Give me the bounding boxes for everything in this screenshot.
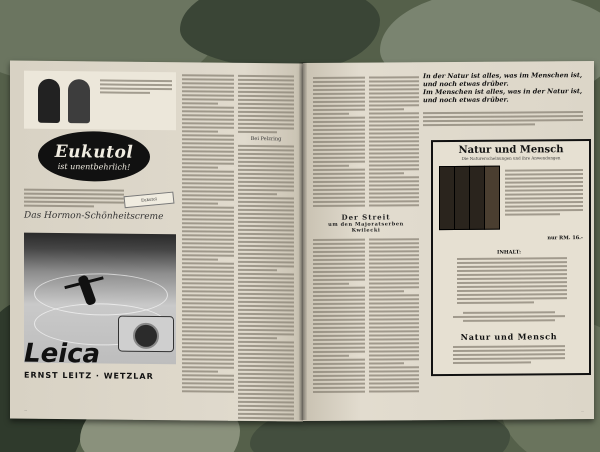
book-price: nur RM. 16.- [547,235,583,242]
text-column [182,74,234,395]
left-page [10,60,303,421]
photo-caption [100,79,172,96]
book-subtitle: Die Naturerscheinungen und ihre Anwendungen [461,155,561,161]
eukutol-tube: Eukutol [124,192,175,209]
open-magazine [10,62,594,420]
camo-patch [180,0,380,70]
article-heading [313,212,419,234]
book-description [505,169,583,218]
article-title: Der Streit [341,212,391,222]
contents-label: INHALT: [496,249,521,256]
text-column [369,238,419,394]
eukutol-photo [24,71,176,131]
text-column [369,76,419,208]
text-column [313,77,365,209]
advert-column [24,71,176,398]
right-page [303,61,594,421]
leica-logo: Leica [24,338,101,370]
order-publisher: Natur und Mensch [460,331,558,342]
page-folio: — [24,408,27,413]
article-subtitle: um den Majoratserben Kwilecki [328,221,404,234]
section-heading: Bei Pelzring [250,135,282,143]
order-form [433,311,585,324]
book-advert [431,139,591,376]
text-column [238,75,294,422]
book-set-image [439,166,499,232]
woman-figure [68,79,90,123]
page-folio: — [581,409,584,414]
eukutol-script-line: Das Hormon-Schönheitscreme [24,210,164,223]
quote-line: In der Natur ist alles, was im Menschen ist, und noch etwas drüber. [423,71,583,89]
quote-line: Im Menschen ist alles, was in der Natur ist, und noch etwas drüber. [423,87,583,105]
eukutol-badge [38,131,150,182]
eukutol-brand: Eukutol [54,141,134,163]
book-title: Natur und Mensch [458,144,564,156]
quote-body [423,111,583,128]
quote-block [423,71,583,104]
leitz-maker: ERNST LEITZ · WETZLAR [24,370,154,381]
contents-list [457,257,567,306]
woman-figure [38,79,60,123]
text-column [313,239,365,395]
order-lines [453,345,565,366]
eukutol-tagline: ist unentbehrlich! [57,161,131,172]
leica-camera [118,316,174,353]
spine-gutter [299,62,307,420]
eukutol-body-text [24,189,124,210]
camera-lens [133,323,159,349]
